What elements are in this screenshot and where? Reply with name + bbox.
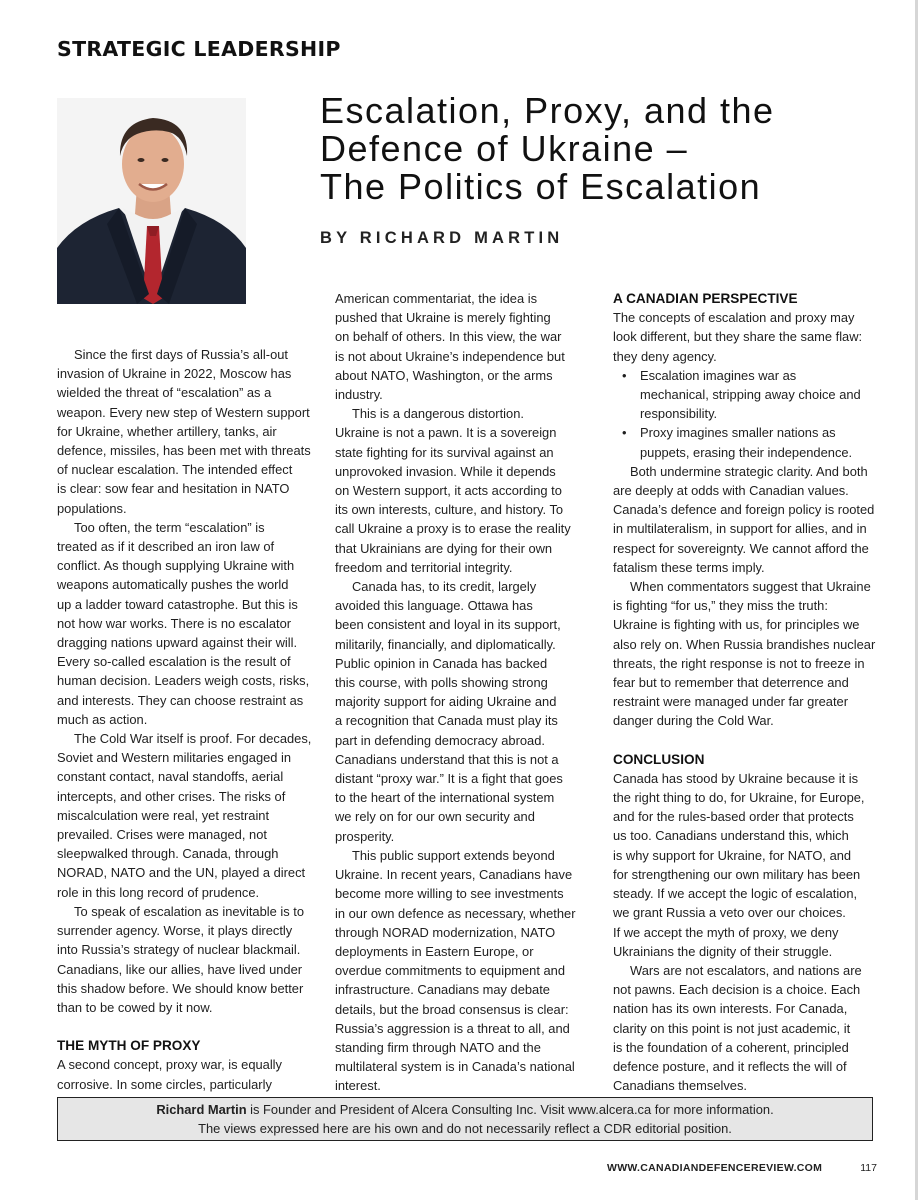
bullet-text: puppets, erasing their independence.	[640, 444, 853, 460]
text-line: and interests. They can choose restraint as	[57, 692, 304, 708]
text-line: infrastructure. Canadians may debate	[335, 982, 550, 998]
text-line: and for the rules-based order that protects	[613, 809, 854, 825]
text-line: is not about Ukraine’s independence but	[335, 348, 565, 364]
section-heading: THE MYTH OF PROXY	[57, 1038, 201, 1054]
text-line: Public opinion in Canada has backed	[335, 655, 548, 671]
text-line: defence, missiles, has been met with threats	[57, 443, 311, 459]
text-line: Canada’s defence and foreign policy is rooted	[613, 502, 875, 518]
text-line: clarity on this point is not just academic, it	[613, 1020, 851, 1036]
text-line: The Cold War itself is proof. For decades,	[74, 731, 312, 747]
text-line: weapon. Every new step of Western support	[57, 404, 310, 420]
text-line: corrosive. In some circles, particularly	[57, 1076, 272, 1092]
paragraph	[57, 902, 315, 1017]
text-line: Ukraine is fighting with us, for principles we	[613, 617, 860, 633]
bullet-icon: •	[622, 425, 627, 441]
text-line: fatalism these terms imply.	[613, 559, 765, 575]
text-line: Both undermine strategic clarity. And both	[630, 463, 868, 479]
text-line: multilateral system is in Canada’s national	[335, 1059, 575, 1075]
text-line: about NATO, Washington, or the arms	[335, 367, 553, 383]
text-line: threats, the right response is not to freeze in	[613, 655, 865, 671]
text-column-2	[335, 289, 593, 1096]
section-tag: STRATEGIC LEADERSHIP	[57, 37, 341, 61]
paragraph	[57, 345, 315, 518]
bullet-line	[613, 443, 875, 462]
text-line: constant contact, naval standoffs, aerial	[57, 769, 284, 785]
text-line: A second concept, proxy war, is equally	[57, 1057, 282, 1073]
text-line: this course, with polls showing strong	[335, 675, 548, 691]
author-portrait-image	[57, 98, 246, 304]
text-line: overdue commitments to equipment and	[335, 963, 566, 979]
text-line: look different, but they share the same flaw:	[613, 329, 863, 345]
paragraph	[57, 729, 315, 902]
text-line: Soviet and Western militaries engaged in	[57, 750, 292, 766]
text-line: defence posture, and it reflects the will of	[613, 1058, 847, 1074]
paragraph	[335, 289, 593, 404]
text-line: NORAD, NATO and the UN, played a direct	[57, 865, 306, 881]
text-line: is clear: sow fear and hesitation in NATO	[57, 481, 290, 497]
text-line: Canadians understand that this is not a	[335, 751, 559, 767]
text-line: populations.	[57, 500, 127, 516]
page-footer	[607, 1162, 877, 1174]
text-line: Wars are not escalators, and nations are	[630, 962, 862, 978]
bio-line-2: The views expressed here are his own and do not necessarily reflect a CDR editorial position.	[198, 1121, 732, 1136]
bio-line-1	[58, 1100, 872, 1119]
text-line: invasion of Ukraine in 2022, Moscow has	[57, 366, 292, 382]
text-line: dragging nations upward against their will.	[57, 635, 298, 651]
paragraph	[613, 462, 875, 577]
text-line: on Western support, it acts according to	[335, 483, 562, 499]
text-line: Russia’s aggression is a threat to all, and	[335, 1020, 570, 1036]
paragraph	[613, 577, 875, 731]
text-line: conflict. As though supplying Ukraine with	[57, 558, 295, 574]
text-line: Too often, the term “escalation” is	[74, 519, 265, 535]
text-line: sleepwalked through. Canada, through	[57, 846, 279, 862]
section-heading: CONCLUSION	[613, 751, 705, 767]
text-line: fear but to remember that deterrence and	[613, 675, 849, 691]
text-line: of nuclear escalation. The intended effect	[57, 462, 293, 478]
paragraph	[613, 308, 875, 366]
author-bio-box	[57, 1097, 873, 1141]
text-line: weapons automatically pushes the world	[57, 577, 289, 593]
text-line: restraint were managed under far greater	[613, 694, 849, 710]
text-column-1	[57, 345, 315, 1094]
text-line: Ukrainians the dignity of their struggle.	[613, 943, 833, 959]
text-line: Canadians, like our allies, have lived under	[57, 961, 303, 977]
text-line: Canadians themselves.	[613, 1078, 747, 1094]
text-line: avoided this language. Ottawa has	[335, 598, 533, 614]
text-line: steady. If we accept the logic of escalation,	[613, 886, 858, 902]
text-line: on behalf of others. In this view, the war	[335, 329, 562, 345]
text-line: freedom and territorial integrity.	[335, 559, 513, 575]
text-line: If we accept the myth of proxy, we deny	[613, 924, 839, 940]
bullet-line	[613, 366, 875, 385]
bullet-line	[613, 385, 875, 404]
text-line: human decision. Leaders weigh costs, risks,	[57, 673, 310, 689]
text-line: through NORAD modernization, NATO	[335, 924, 556, 940]
bio-author-name: Richard Martin	[156, 1102, 247, 1117]
text-line: up a ladder toward catastrophe. But this is	[57, 596, 298, 612]
text-column-3	[613, 289, 875, 1095]
text-line: not pawns. Each decision is a choice. Each	[613, 982, 861, 998]
text-line: part in defending democracy abroad.	[335, 732, 545, 748]
title-line-2: Defence of Ukraine –	[320, 128, 689, 169]
text-line: miscalculation were real, yet restraint	[57, 807, 270, 823]
text-line: Since the first days of Russia’s all-out	[74, 347, 288, 362]
text-line: prosperity.	[335, 828, 395, 844]
text-line: respect for sovereignty. We cannot afford the	[613, 540, 869, 556]
text-line: to the heart of the international system	[335, 790, 555, 806]
text-line: we rely on for our own security and	[335, 809, 535, 825]
text-line: this shadow before. We should know better	[57, 980, 304, 996]
paragraph	[57, 518, 315, 729]
title-line-1: Escalation, Proxy, and the	[320, 90, 775, 131]
text-line: is fighting “for us,” they miss the truth:	[613, 598, 828, 614]
text-line: Ukraine is not a pawn. It is a sovereign	[335, 425, 557, 441]
text-line: This public support extends beyond	[352, 847, 555, 863]
text-line: industry.	[335, 387, 383, 403]
text-line: is why support for Ukraine, for NATO, and	[613, 847, 852, 863]
text-line: Canada has, to its credit, largely	[352, 579, 537, 595]
text-line: in multilateralism, in support for allies, and in	[613, 521, 867, 537]
text-line: also rely on. When Russia brandishes nuclear	[613, 636, 876, 652]
paragraph	[613, 961, 875, 1095]
text-line: call Ukraine a proxy is to erase the reality	[335, 521, 571, 537]
text-line: militarily, financially, and diplomatically.	[335, 636, 556, 652]
bullet-icon: •	[622, 367, 627, 383]
text-line: When commentators suggest that Ukraine	[630, 579, 871, 595]
text-line: intercepts, and other crises. The risks of	[57, 788, 286, 804]
text-line: nation has its own interests. For Canada,	[613, 1001, 848, 1017]
text-line: been consistent and loyal in its support,	[335, 617, 561, 633]
text-line: for Ukraine, whether artillery, tanks, air	[57, 423, 277, 439]
text-line: its own interests, culture, and history. To	[335, 502, 564, 518]
paragraph	[335, 846, 593, 1096]
paragraph	[335, 404, 593, 577]
text-line: state fighting for its survival against an	[335, 444, 554, 460]
bullet-line	[613, 404, 875, 423]
text-line: deployments in Eastern Europe, or	[335, 943, 534, 959]
text-line: American commentariat, the idea is	[335, 291, 538, 306]
text-line: unprovoked invasion. While it depends	[335, 463, 556, 479]
text-line: are deeply at odds with Canadian values.	[613, 483, 849, 499]
text-line: treated as if it described an iron law of	[57, 539, 275, 555]
text-line: interest.	[335, 1078, 381, 1094]
text-line: that Ukrainians are dying for their own	[335, 540, 553, 556]
text-line: than to be cowed by it now.	[57, 999, 213, 1015]
bullet-text: Escalation imagines war as	[640, 367, 797, 383]
text-line: The concepts of escalation and proxy may	[613, 310, 855, 326]
bullet-text: responsibility.	[640, 406, 718, 422]
bullet-text: mechanical, stripping away choice and	[640, 387, 861, 403]
title-line-3: The Politics of Escalation	[320, 166, 762, 207]
paragraph	[613, 769, 875, 961]
text-line: Canada has stood by Ukraine because it is	[613, 770, 859, 786]
footer-website: WWW.CANADIANDEFENCEREVIEW.COM	[607, 1162, 823, 1174]
text-line: role in this long record of prudence.	[57, 884, 260, 900]
text-line: for strengthening our own military has been	[613, 866, 861, 882]
text-line: into Russia’s strategy of nuclear blackmail.	[57, 942, 301, 958]
text-line: us too. Canadians understand this, which	[613, 828, 849, 844]
heading-spacer	[613, 731, 875, 750]
text-line: Every so-called escalation is the result of	[57, 654, 291, 670]
text-line: details, but the broad consensus is clear:	[335, 1001, 569, 1017]
paragraph	[57, 1055, 315, 1093]
text-line: pushed that Ukraine is merely fighting	[335, 310, 551, 326]
text-line: we grant Russia a veto over our choices.	[613, 905, 846, 921]
heading-spacer	[57, 1017, 315, 1036]
text-line: To speak of escalation as inevitable is to	[74, 903, 305, 919]
text-line: distant “proxy war.” It is a fight that goes	[335, 771, 563, 787]
text-line: prevailed. Crises were managed, not	[57, 827, 267, 843]
text-line: majority support for aiding Ukraine and	[335, 694, 557, 710]
article-title	[320, 92, 880, 206]
text-line: surrender agency. Worse, it plays directly	[57, 923, 293, 939]
text-line: become more willing to see investments	[335, 886, 564, 902]
text-line: is the foundation of a coherent, principled	[613, 1039, 849, 1055]
byline: BY RICHARD MARTIN	[320, 229, 564, 247]
bullet-line	[613, 423, 875, 442]
text-line: not how war works. There is no escalator	[57, 615, 292, 631]
text-line: the right thing to do, for Ukraine, for Europe,	[613, 790, 865, 806]
text-line: a recognition that Canada must play its	[335, 713, 558, 729]
text-line: in our own defence as necessary, whether	[335, 905, 576, 921]
text-line: Ukraine. In recent years, Canadians have	[335, 867, 573, 883]
paragraph	[335, 577, 593, 846]
text-line: they deny agency.	[613, 348, 717, 364]
page-number: 117	[860, 1162, 877, 1174]
bullet-text: Proxy imagines smaller nations as	[640, 425, 836, 441]
text-line: This is a dangerous distortion.	[352, 406, 524, 422]
text-line: much as action.	[57, 711, 148, 727]
section-heading: A CANADIAN PERSPECTIVE	[613, 291, 798, 306]
text-line: wielded the threat of “escalation” as a	[57, 385, 272, 401]
text-line: standing firm through NATO and the	[335, 1039, 541, 1055]
text-line: danger during the Cold War.	[613, 713, 774, 729]
bullet-list	[613, 366, 875, 462]
bio-line-1-text: is Founder and President of Alcera Consulting Inc. Visit www.alcera.ca for more information.	[246, 1102, 774, 1117]
author-photo	[57, 98, 246, 304]
